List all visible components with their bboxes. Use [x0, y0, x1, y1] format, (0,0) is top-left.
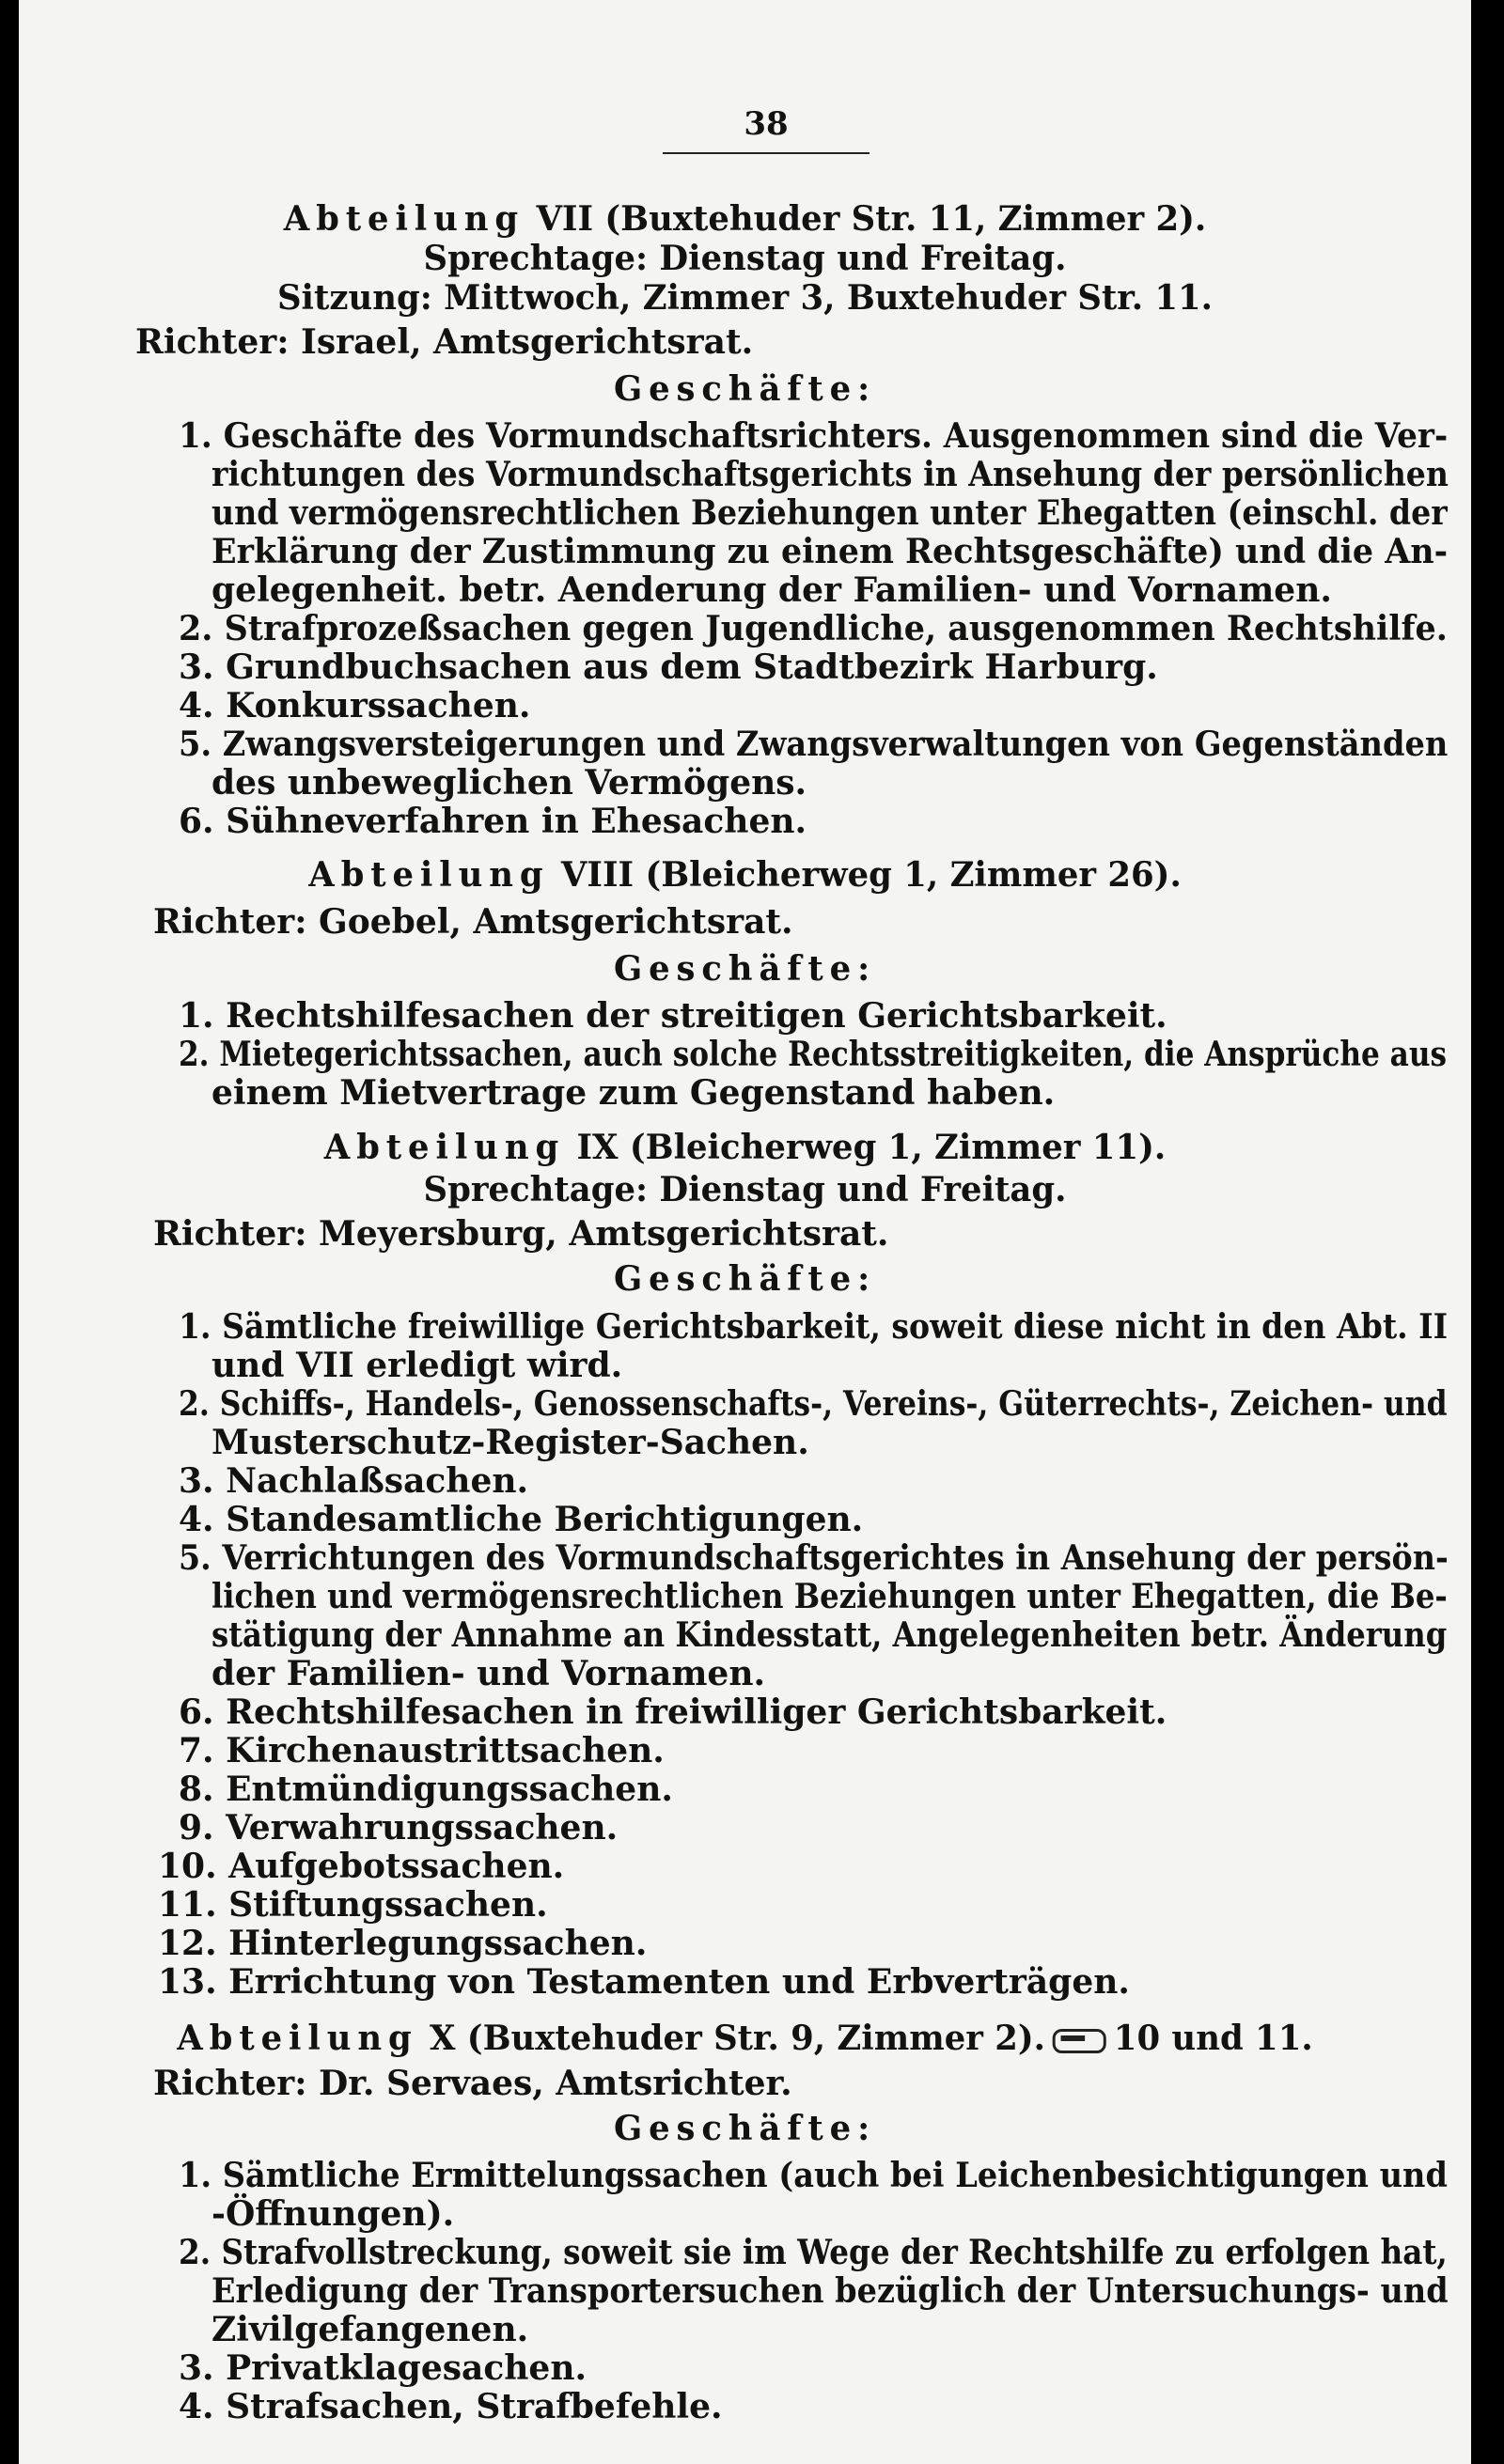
section-9-judge: Richter: Meyersburg, Amtsgerichtsrat. [153, 1214, 889, 1254]
section-9-heading: Abteilung IX (Bleicherweg 1, Zimmer 11). [323, 1128, 1167, 1167]
telephone-icon [1053, 2029, 1106, 2053]
section-9-line: 8. Entmündigungssachen. [179, 1770, 673, 1809]
section-7-days: Sprechtage: Dienstag und Freitag. [423, 239, 1067, 278]
section-7-heading: Abteilung VII (Buxtehuder Str. 11, Zimmer 2). [283, 199, 1207, 239]
section-7-line: 1. Geschäfte des Vormundschaftsrichters. Ausgenommen sind die Ver- [179, 416, 1449, 456]
section-8-tasks-heading: Geschäfte: [613, 949, 877, 989]
section-10-judge: Richter: Dr. Servaes, Amtsrichter. [153, 2064, 792, 2103]
section-9-line: 3. Nachlaßsachen. [179, 1461, 529, 1501]
section-7-judge: Richter: Israel, Amtsgerichtsrat. [135, 322, 754, 362]
section-7-line: des unbeweglichen Vermögens. [212, 763, 807, 803]
section-8-line: 2. Mietegerichtssachen, auch solche Rechtsstreitigkeiten, die Ansprüche aus [179, 1035, 1447, 1074]
section-8-heading: Abteilung VIII (Bleicherweg 1, Zimmer 26). [308, 855, 1182, 895]
section-7-line: gelegenheit. betr. Aenderung der Familien- und Vornamen. [212, 570, 1332, 610]
section-9-line: 6. Rechtshilfesachen in freiwilliger Gerichtsbarkeit. [179, 1692, 1167, 1732]
section-8-judge: Richter: Goebel, Amtsgerichtsrat. [153, 902, 793, 942]
section-9-line: lichen und vermögensrechtlichen Beziehungen unter Ehegatten, die Be- [212, 1577, 1448, 1616]
section-8-line: 1. Rechtshilfesachen der streitigen Gerichtsbarkeit. [179, 996, 1167, 1036]
page-number-rule [663, 152, 870, 154]
document-page [19, 0, 1471, 2464]
section-10-heading: Abteilung X (Buxtehuder Str. 9, Zimmer 2). 10 und 11. [177, 2019, 1313, 2058]
section-10-line: 4. Strafsachen, Strafbefehle. [179, 2387, 723, 2426]
section-7-line: 6. Sühneverfahren in Ehesachen. [179, 802, 807, 841]
section-7-line: Erklärung der Zustimmung zu einem Rechtsgeschäfte) und die An- [212, 532, 1449, 571]
section-7-line: richtungen des Vormundschaftsgerichts in Ansehung der persönlichen [212, 455, 1449, 494]
section-7-line: 5. Zwangsversteigerungen und Zwangsverwaltungen von Gegenständen [179, 725, 1449, 764]
section-9-line: und VII erledigt wird. [212, 1346, 623, 1385]
section-9-line: stätigung der Annahme an Kindesstatt, Angelegenheiten betr. Änderung [212, 1615, 1448, 1655]
section-10-tasks-heading: Geschäfte: [613, 2109, 877, 2148]
section-9-line: 9. Verwahrungssachen. [179, 1808, 619, 1848]
section-9-tasks-heading: Geschäfte: [613, 1259, 877, 1299]
section-7-session: Sitzung: Mittwoch, Zimmer 3, Buxtehuder Str. 11. [276, 278, 1214, 318]
section-9-line: 5. Verrichtungen des Vormundschaftsgerichtes in Ansehung der persön- [179, 1538, 1449, 1578]
section-9-line: 1. Sämtliche freiwillige Gerichtsbarkeit, soweit diese nicht in den Abt. II [179, 1307, 1449, 1347]
section-9-line: der Familien- und Vornamen. [212, 1654, 766, 1693]
section-9-line: 11. Stiftungssachen. [158, 1885, 548, 1925]
section-7-tasks-heading: Geschäfte: [613, 369, 877, 409]
section-7-line: 4. Konkurssachen. [179, 686, 531, 725]
section-9-days: Sprechtage: Dienstag und Freitag. [423, 1170, 1067, 1209]
section-9-line: 10. Aufgebotssachen. [158, 1847, 565, 1886]
section-7-line: und vermögensrechtlichen Beziehungen unter Ehegatten (einschl. der [212, 493, 1448, 533]
section-8-line: einem Mietvertrage zum Gegenstand haben. [212, 1073, 1056, 1113]
section-10-line: Erledigung der Transportersuchen bezüglich der Untersuchungs- und [212, 2271, 1449, 2311]
section-9-line: Musterschutz-Register-Sachen. [212, 1423, 809, 1462]
section-9-line: 13. Errichtung von Testamenten und Erbverträgen. [158, 1962, 1130, 2002]
section-10-line: -Öffnungen). [212, 2194, 455, 2234]
section-10-line: Zivilgefangenen. [212, 2310, 529, 2349]
section-7-line: 3. Grundbuchsachen aus dem Stadtbezirk Harburg. [179, 647, 1158, 687]
section-7-line: 2. Strafprozeßsachen gegen Jugendliche, ausgenommen Rechtshilfe. [179, 609, 1448, 648]
section-9-line: 2. Schiffs-, Handels-, Genossenschafts-, Vereins-, Güterrechts-, Zeichen- und [179, 1384, 1448, 1424]
section-9-line: 4. Standesamtliche Berichtigungen. [179, 1500, 864, 1539]
section-10-line: 1. Sämtliche Ermittelungssachen (auch bei Leichenbesichtigungen und [179, 2156, 1448, 2195]
section-9-line: 7. Kirchenaustrittsachen. [179, 1731, 665, 1770]
section-10-line: 3. Privatklagesachen. [179, 2348, 588, 2388]
page-number: 38 [744, 105, 789, 143]
section-10-line: 2. Strafvollstreckung, soweit sie im Wege der Rechtshilfe zu erfolgen hat, [179, 2233, 1448, 2272]
section-9-line: 12. Hinterlegungssachen. [158, 1924, 648, 1963]
